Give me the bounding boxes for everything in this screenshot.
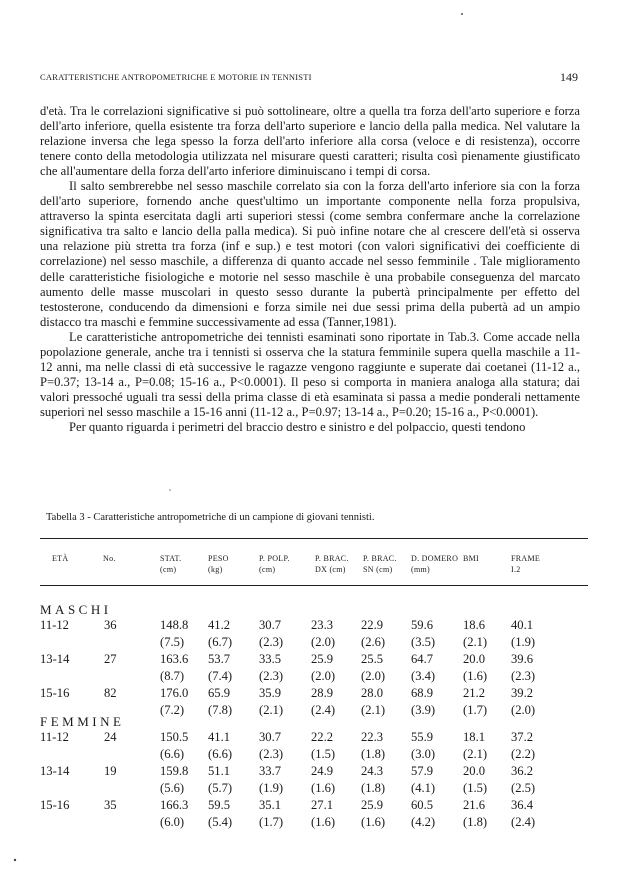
mean-cell: 176.0 <box>160 686 189 700</box>
count-cell: 36 <box>104 618 117 632</box>
age-class-cell: 15-16 <box>40 798 70 812</box>
sd-cell: (1.5) <box>311 747 336 761</box>
sd-cell: (1.8) <box>361 747 386 761</box>
sd-cell: (2.0) <box>311 635 336 649</box>
sd-cell: (2.1) <box>361 703 386 717</box>
mean-cell: 68.9 <box>411 686 434 700</box>
mean-cell: 36.2 <box>511 764 534 778</box>
mean-cell: 57.9 <box>411 764 434 778</box>
column-header: STAT. (cm) <box>160 554 182 574</box>
column-header: P. BRAC. DX (cm) <box>315 554 349 574</box>
count-cell: 19 <box>104 764 117 778</box>
mean-cell: 25.9 <box>311 652 334 666</box>
mean-cell: 166.3 <box>160 798 189 812</box>
sd-cell: (2.2) <box>511 747 536 761</box>
mean-cell: 59.5 <box>208 798 231 812</box>
sd-cell: (6.6) <box>160 747 185 761</box>
sd-cell: (6.7) <box>208 635 233 649</box>
sd-cell: (4.1) <box>411 781 436 795</box>
sd-cell: (2.4) <box>311 703 336 717</box>
sd-cell: (3.0) <box>411 747 436 761</box>
count-cell: 27 <box>104 652 117 666</box>
column-header: D. DOMERO (mm) <box>411 554 459 574</box>
mean-cell: 41.1 <box>208 730 231 744</box>
sd-cell: (2.1) <box>259 703 284 717</box>
page-header <box>40 70 578 86</box>
mean-cell: 59.6 <box>411 618 434 632</box>
mean-cell: 39.2 <box>511 686 534 700</box>
mean-cell: 23.3 <box>311 618 334 632</box>
sd-cell: (2.3) <box>259 635 284 649</box>
sd-cell: (2.1) <box>463 747 488 761</box>
mean-cell: 36.4 <box>511 798 534 812</box>
column-header: No. <box>103 554 116 563</box>
sd-cell: (1.9) <box>259 781 284 795</box>
mean-cell: 39.6 <box>511 652 534 666</box>
section-label: FEMMINE <box>40 714 125 729</box>
table-caption: Tabella 3 - Caratteristiche antropometriche di un campione di giovani tennisti. <box>46 512 375 523</box>
column-header: P. POLP. (cm) <box>259 554 290 574</box>
sd-cell: (1.8) <box>361 781 386 795</box>
sd-cell: (1.6) <box>463 669 488 683</box>
sd-cell: (8.7) <box>160 669 185 683</box>
mean-cell: 20.0 <box>463 764 486 778</box>
mean-cell: 22.3 <box>361 730 384 744</box>
count-cell: 24 <box>104 730 117 744</box>
mean-cell: 41.2 <box>208 618 231 632</box>
sd-cell: (1.5) <box>463 781 488 795</box>
mean-cell: 21.2 <box>463 686 486 700</box>
sd-cell: (4.2) <box>411 815 436 829</box>
mean-cell: 35.9 <box>259 686 282 700</box>
page-number: 149 <box>560 70 578 84</box>
sd-cell: (6.0) <box>160 815 185 829</box>
mean-cell: 22.9 <box>361 618 384 632</box>
paragraph: Per quanto riguarda i perimetri del braccio destro e sinistro e del polpaccio, questi tendono <box>69 419 526 434</box>
mean-cell: 53.7 <box>208 652 231 666</box>
mean-cell: 21.6 <box>463 798 486 812</box>
mean-cell: 163.6 <box>160 652 189 666</box>
count-cell: 82 <box>104 686 117 700</box>
sd-cell: (1.8) <box>463 815 488 829</box>
mean-cell: 24.9 <box>311 764 334 778</box>
sd-cell: (1.7) <box>463 703 488 717</box>
sd-cell: (1.6) <box>311 815 336 829</box>
sd-cell: (2.3) <box>511 669 536 683</box>
sd-cell: (5.4) <box>208 815 233 829</box>
mean-cell: 40.1 <box>511 618 534 632</box>
mean-cell: 22.2 <box>311 730 334 744</box>
paragraph: d'età. Tra le correlazioni significative si può sottolineare, oltre a quella tra forza dell'arto superiore e forza dell'arto inferiore, quella esistente tra forza dell'arto superiore e lancio della palla medica. Nel valutare la relazione inversa che lega spesso la forza dell'arto inferiore alla corsa (veloce e di resistenza), occorre tenere conto della metodologia utilizzata nel misurare questi caratteri; risulta così pienamente giustificato che all'aumentare della forza dell'arto inferiore diminuiscano i tempi di corsa. <box>40 104 580 179</box>
sd-cell: (7.2) <box>160 703 185 717</box>
mean-cell: 25.5 <box>361 652 384 666</box>
paragraph: Il salto sembrerebbe nel sesso maschile correlato sia con la forza dell'arto inferiore sia con la forza dell'arto superiore, fornendo anche quest'ultimo un importante componente nella forza propulsiva, attraverso la spinta esercitata dagli arti superiori stessi (come sembra confermare anche la correlazione significativa tra salto e lancio della palla medica). Si può infine notare che al crescere dell'età si osserva una relazione più stretta tra forza (inf e sup.) e test motori (con valori significativi dei coefficiente di correlazione) nel sesso maschile, a differenza di quanto accade nel sesso femminile . Tale miglioramento delle caratteristiche fisiologiche e motorie nel sesso maschile è una probabile conseguenza del marcato aumento delle masse muscolari in questo sesso durante la pubertà principalmente per effetto del testosterone, conducendo da dimensioni e forza simile nei due sessi prima della pubertà ad un ampio distacco tra maschi e femmine successivamente ad essa (Tanner,1981). <box>40 179 580 329</box>
age-class-cell: 11-12 <box>40 618 69 632</box>
age-class-cell: 13-14 <box>40 652 70 666</box>
sd-cell: (5.7) <box>208 781 233 795</box>
mean-cell: 28.0 <box>361 686 384 700</box>
sd-cell: (3.4) <box>411 669 436 683</box>
sd-cell: (2.0) <box>311 669 336 683</box>
table-top-rule <box>40 538 588 539</box>
mean-cell: 30.7 <box>259 730 282 744</box>
mean-cell: 51.1 <box>208 764 231 778</box>
running-head: CARATTERISTICHE ANTROPOMETRICHE E MOTORIE IN TENNISTI <box>40 72 312 82</box>
mean-cell: 150.5 <box>160 730 189 744</box>
column-header: ETÀ <box>52 554 69 563</box>
mean-cell: 35.1 <box>259 798 282 812</box>
mean-cell: 64.7 <box>411 652 434 666</box>
sd-cell: (2.0) <box>511 703 536 717</box>
mean-cell: 25.9 <box>361 798 384 812</box>
sd-cell: (3.9) <box>411 703 436 717</box>
mean-cell: 24.3 <box>361 764 384 778</box>
column-header: FRAME I.2 <box>511 554 541 574</box>
sd-cell: (2.3) <box>259 747 284 761</box>
mean-cell: 159.8 <box>160 764 189 778</box>
sd-cell: (2.6) <box>361 635 386 649</box>
section-label: MASCHI <box>40 602 112 617</box>
column-header: PESO (kg) <box>208 554 229 574</box>
sd-cell: (7.8) <box>208 703 233 717</box>
mean-cell: 18.6 <box>463 618 486 632</box>
column-header: P. BRAC. SN (cm) <box>363 554 397 574</box>
paragraph: Le caratteristiche antropometriche dei tennisti esaminati sono riportate in Tab.3. Come accade nella popolazione generale, anche tra i tennisti si osserva che la statura femminile supera quella maschile a 11-12 anni, ma nelle classi di età successive le ragazze vengono raggiunte e superate dai coetanei (11-12 a., P=0.37; 13-14 a., P=0.08; 15-16 a., P<0.0001). Il peso si comporta in maniera analoga alla statura; dai valori pressoché uguali tra sessi della prima classe di età esaminata si passa a medie ponderali nettamente superiori nel sesso maschile a 15-16 anni (11-12 a., P=0.97; 13-14 a., P=0.20; 15-16 a., P<0.0001). <box>40 329 580 419</box>
age-class-cell: 13-14 <box>40 764 70 778</box>
mean-cell: 20.0 <box>463 652 486 666</box>
sd-cell: (3.5) <box>411 635 436 649</box>
mean-cell: 55.9 <box>411 730 434 744</box>
sd-cell: (2.3) <box>259 669 284 683</box>
mean-cell: 148.8 <box>160 618 189 632</box>
sd-cell: (5.6) <box>160 781 185 795</box>
sd-cell: (7.4) <box>208 669 233 683</box>
mean-cell: 65.9 <box>208 686 231 700</box>
sd-cell: (6.6) <box>208 747 233 761</box>
sd-cell: (1.6) <box>311 781 336 795</box>
table-header-rule <box>40 585 588 586</box>
sd-cell: (1.9) <box>511 635 536 649</box>
mean-cell: 18.1 <box>463 730 486 744</box>
sd-cell: (2.0) <box>361 669 386 683</box>
mean-cell: 60.5 <box>411 798 434 812</box>
age-class-cell: 15-16 <box>40 686 70 700</box>
mean-cell: 30.7 <box>259 618 282 632</box>
count-cell: 35 <box>104 798 117 812</box>
sd-cell: (2.4) <box>511 815 536 829</box>
sd-cell: (1.6) <box>361 815 386 829</box>
column-header: BMI <box>463 554 480 563</box>
sd-cell: (1.7) <box>259 815 284 829</box>
mean-cell: 33.5 <box>259 652 282 666</box>
sd-cell: (2.5) <box>511 781 536 795</box>
mean-cell: 37.2 <box>511 730 534 744</box>
sd-cell: (2.1) <box>463 635 488 649</box>
mean-cell: 27.1 <box>311 798 334 812</box>
age-class-cell: 11-12 <box>40 730 69 744</box>
body-text <box>40 104 580 435</box>
mean-cell: 28.9 <box>311 686 334 700</box>
sd-cell: (7.5) <box>160 635 185 649</box>
mean-cell: 33.7 <box>259 764 282 778</box>
